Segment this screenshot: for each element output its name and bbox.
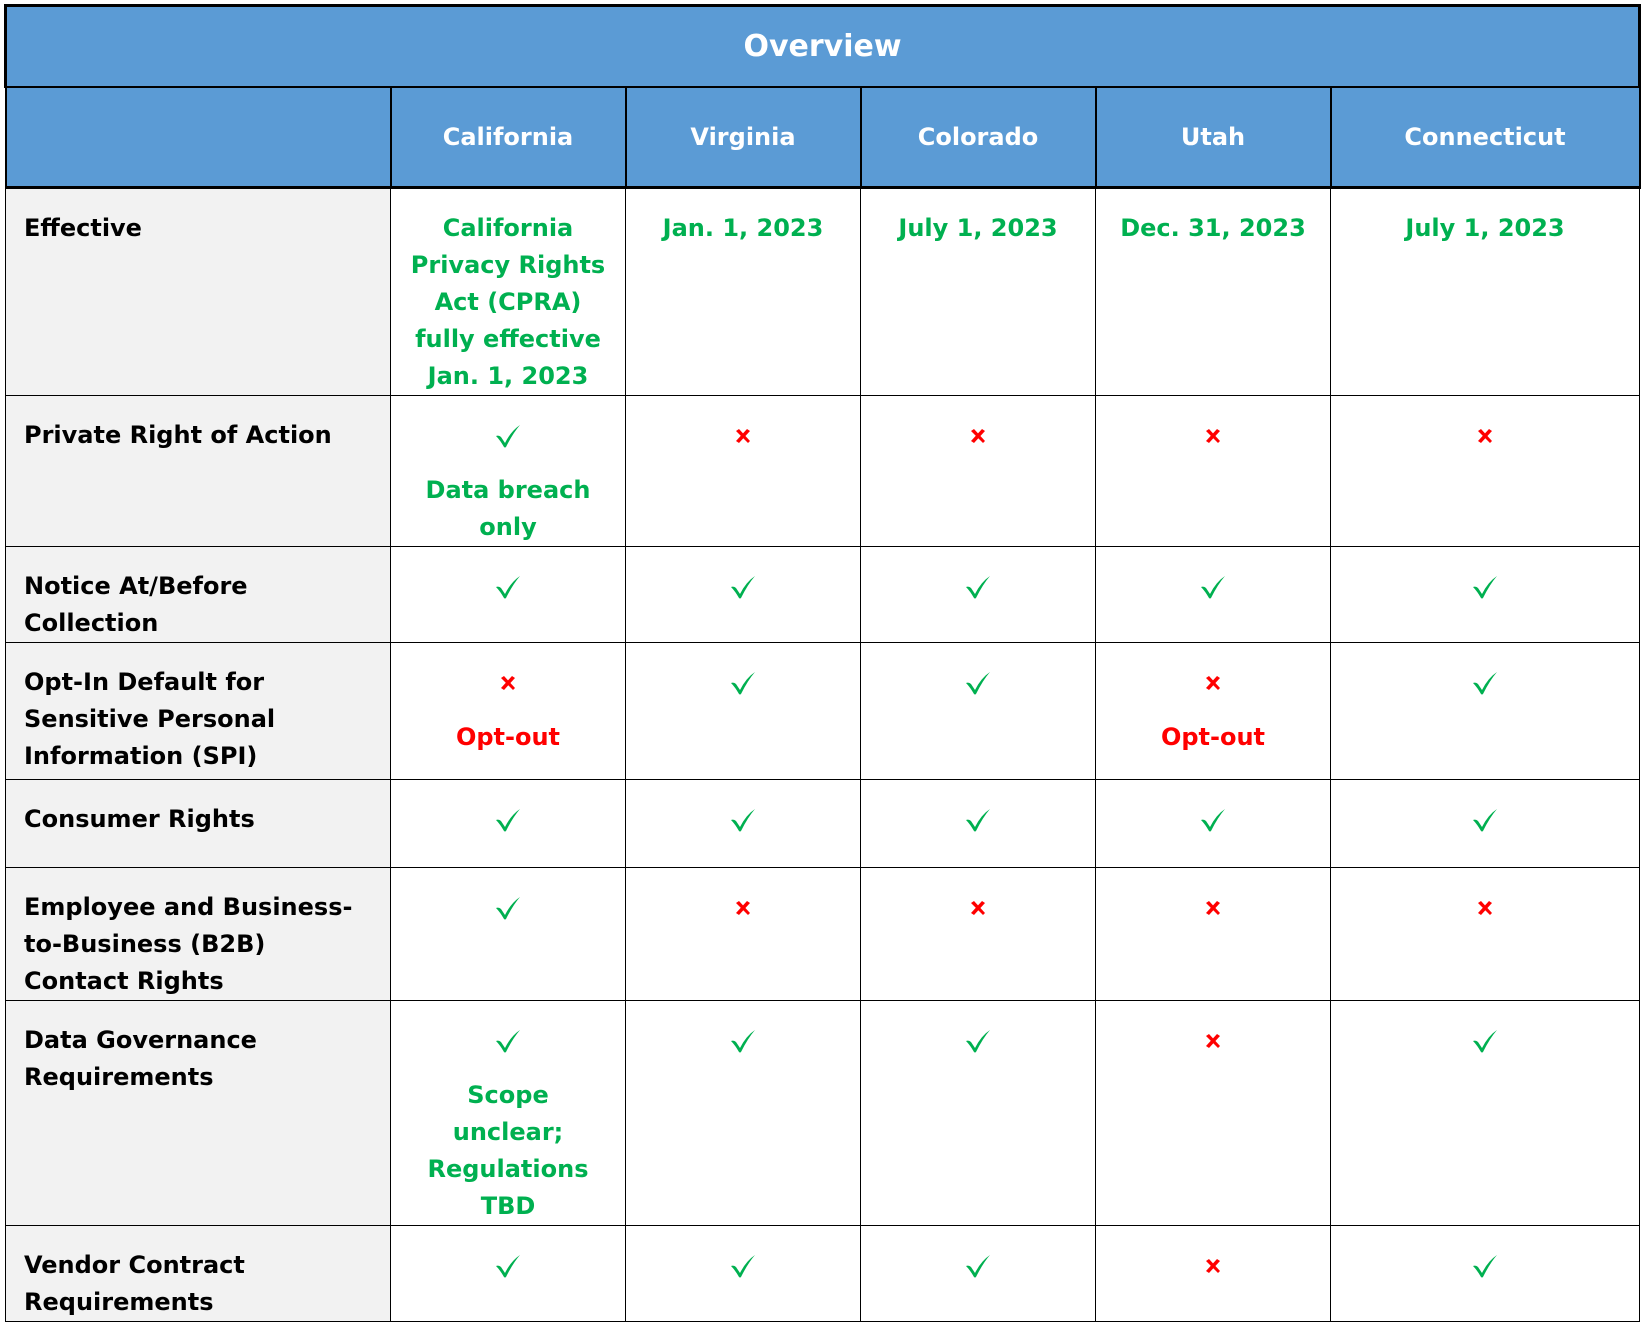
check-icon [1331, 664, 1639, 701]
cell-utah [1096, 1226, 1331, 1322]
cell-virginia [626, 780, 861, 868]
x-icon [391, 664, 625, 701]
cell-colorado [861, 547, 1096, 643]
overview-table-container [4, 4, 1638, 1322]
column-header-row [6, 87, 1640, 188]
table-body [6, 188, 1640, 1322]
check-icon [1331, 1247, 1639, 1284]
cell-virginia [626, 188, 861, 396]
row-label: Private Right of Action [6, 396, 391, 547]
x-icon [1096, 889, 1330, 926]
cell-california [391, 1226, 626, 1322]
cell-colorado [861, 396, 1096, 547]
cell-connecticut [1331, 188, 1640, 396]
check-icon [626, 664, 860, 701]
check-icon [861, 664, 1095, 701]
cell-utah [1096, 868, 1331, 1001]
cell-california [391, 396, 626, 547]
table-row-vendor-contract-requirements [6, 1226, 1640, 1322]
cell-colorado [861, 1001, 1096, 1226]
table-row-notice-at-before-collection [6, 547, 1640, 643]
column-header-utah: Utah [1096, 87, 1331, 188]
row-label: Vendor Contract Requirements [6, 1226, 391, 1322]
cell-note: Scope unclear; Regulations TBD [427, 1081, 589, 1220]
cell-virginia [626, 547, 861, 643]
cell-connecticut [1331, 780, 1640, 868]
cell-virginia [626, 1001, 861, 1226]
cell-california [391, 1001, 626, 1226]
cell-text: Dec. 31, 2023 [1120, 214, 1306, 242]
check-icon [861, 1022, 1095, 1059]
x-icon [1331, 417, 1639, 454]
table-row-effective [6, 188, 1640, 396]
x-icon [1096, 1022, 1330, 1059]
cell-utah [1096, 780, 1331, 868]
cell-text: July 1, 2023 [1405, 214, 1565, 242]
check-icon [1096, 801, 1330, 838]
cell-connecticut [1331, 547, 1640, 643]
row-label: Data Governance Requirements [6, 1001, 391, 1226]
x-icon [861, 417, 1095, 454]
title-row [6, 6, 1640, 88]
table-row-opt-in-default-for-sensitive-personal-information-spi [6, 643, 1640, 780]
cell-colorado [861, 188, 1096, 396]
check-icon [391, 801, 625, 838]
check-icon [1096, 568, 1330, 605]
check-icon [391, 889, 625, 926]
x-icon [1096, 1247, 1330, 1284]
table-row-employee-and-business-to-business-b2b-contact-rights [6, 868, 1640, 1001]
x-icon [861, 889, 1095, 926]
check-icon [1331, 801, 1639, 838]
row-label: Consumer Rights [6, 780, 391, 868]
cell-text: Jan. 1, 2023 [662, 214, 824, 242]
x-icon [626, 889, 860, 926]
cell-connecticut [1331, 868, 1640, 1001]
column-header-california: California [391, 87, 626, 188]
cell-connecticut [1331, 1001, 1640, 1226]
check-icon [1331, 1022, 1639, 1059]
check-icon [391, 417, 625, 454]
cell-colorado [861, 643, 1096, 780]
cell-utah [1096, 1001, 1331, 1226]
table-row-consumer-rights [6, 780, 1640, 868]
cell-california [391, 868, 626, 1001]
table-row-private-right-of-action [6, 396, 1640, 547]
row-label: Notice At/Before Collection [6, 547, 391, 643]
cell-utah [1096, 188, 1331, 396]
check-icon [391, 568, 625, 605]
x-icon [1331, 889, 1639, 926]
cell-virginia [626, 1226, 861, 1322]
cell-text: July 1, 2023 [898, 214, 1058, 242]
header-corner-cell [6, 87, 391, 188]
check-icon [626, 1247, 860, 1284]
cell-virginia [626, 643, 861, 780]
x-icon [626, 417, 860, 454]
cell-utah [1096, 643, 1331, 780]
cell-connecticut [1331, 396, 1640, 547]
cell-connecticut [1331, 643, 1640, 780]
cell-note: Opt-out [1160, 723, 1266, 751]
row-label: Opt-In Default for Sensitive Personal Information (SPI) [6, 643, 391, 780]
cell-california [391, 643, 626, 780]
cell-california [391, 188, 626, 396]
column-header-virginia: Virginia [626, 87, 861, 188]
x-icon [1096, 417, 1330, 454]
overview-table [4, 4, 1641, 1322]
check-icon [861, 568, 1095, 605]
cell-note: Data breach only [425, 476, 591, 541]
table-row-data-governance-requirements [6, 1001, 1640, 1226]
cell-california [391, 780, 626, 868]
cell-connecticut [1331, 1226, 1640, 1322]
check-icon [626, 801, 860, 838]
table-title: Overview [6, 6, 1640, 88]
check-icon [391, 1022, 625, 1059]
column-header-connecticut: Connecticut [1331, 87, 1640, 188]
cell-utah [1096, 547, 1331, 643]
check-icon [391, 1247, 625, 1284]
cell-colorado [861, 1226, 1096, 1322]
cell-virginia [626, 396, 861, 547]
check-icon [861, 801, 1095, 838]
column-header-colorado: Colorado [861, 87, 1096, 188]
check-icon [861, 1247, 1095, 1284]
check-icon [1331, 568, 1639, 605]
check-icon [626, 1022, 860, 1059]
cell-virginia [626, 868, 861, 1001]
cell-colorado [861, 868, 1096, 1001]
cell-text: California Privacy Rights Act (CPRA) fully effective Jan. 1, 2023 [410, 214, 606, 390]
cell-california [391, 547, 626, 643]
cell-colorado [861, 780, 1096, 868]
x-icon [1096, 664, 1330, 701]
cell-utah [1096, 396, 1331, 547]
row-label: Employee and Business-to-Business (B2B) Contact Rights [6, 868, 391, 1001]
check-icon [626, 568, 860, 605]
row-label: Effective [6, 188, 391, 396]
cell-note: Opt-out [455, 723, 561, 751]
